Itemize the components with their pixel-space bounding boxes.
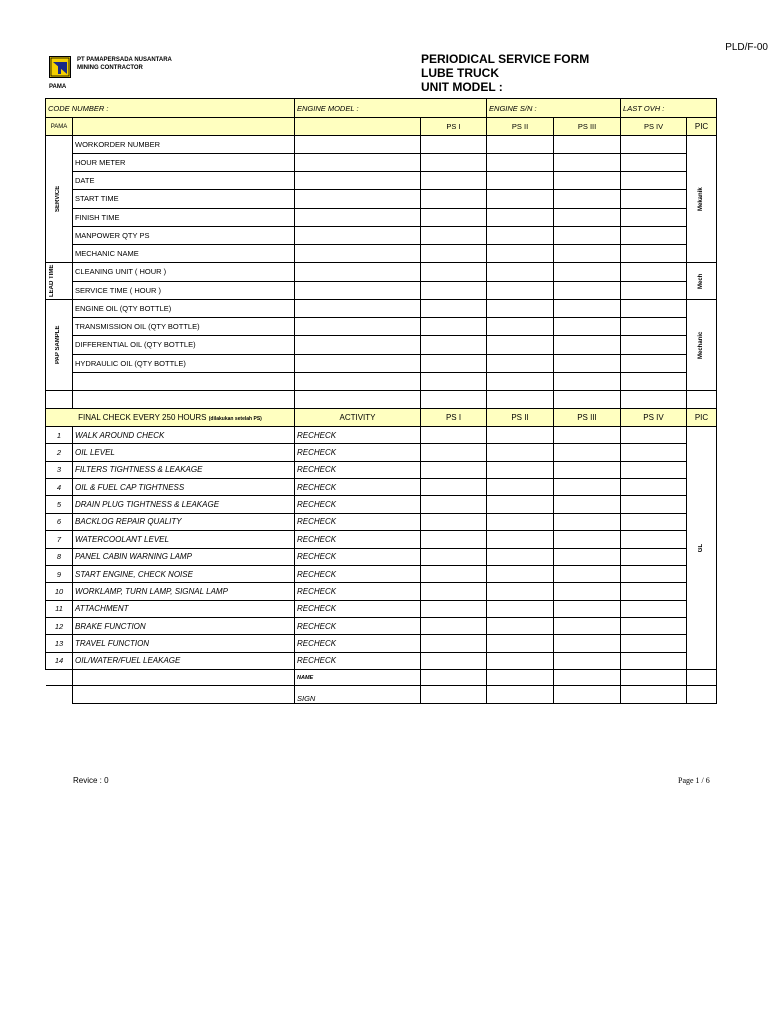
- cell[interactable]: [295, 354, 421, 372]
- check-cell[interactable]: [621, 444, 687, 461]
- table-row: [46, 354, 717, 372]
- cell[interactable]: [487, 300, 554, 318]
- item-number: 8: [46, 548, 73, 565]
- cell[interactable]: [554, 300, 621, 318]
- cell[interactable]: [421, 172, 487, 190]
- cell[interactable]: [295, 281, 421, 300]
- cell: [46, 670, 73, 686]
- cell[interactable]: [487, 172, 554, 190]
- table-row: [46, 318, 717, 336]
- name-pic[interactable]: [687, 670, 717, 686]
- item-activity: RECHECK: [295, 583, 421, 600]
- check-cell[interactable]: [421, 427, 487, 444]
- cell[interactable]: [554, 318, 621, 336]
- service-table: [45, 98, 717, 409]
- page-number: Page 1 / 6: [678, 776, 710, 785]
- company-subtitle: MINING CONTRACTOR: [77, 65, 143, 71]
- row-label: DIFFERENTIAL OIL (QTY BOTTLE): [73, 336, 295, 354]
- cell[interactable]: [295, 208, 421, 226]
- check-cell[interactable]: [554, 531, 621, 548]
- check-cell[interactable]: [554, 461, 621, 478]
- item-number: 3: [46, 461, 73, 478]
- check-cell[interactable]: [621, 479, 687, 496]
- sign-ps1[interactable]: [421, 686, 487, 704]
- cell[interactable]: [554, 244, 621, 262]
- form-title: PERIODICAL SERVICE FORM: [421, 52, 590, 66]
- check-cell[interactable]: [487, 548, 554, 565]
- item-number: 10: [46, 583, 73, 600]
- row-label: DATE: [73, 172, 295, 190]
- cell[interactable]: [554, 263, 621, 282]
- document-code: PLD/F-00: [725, 42, 768, 53]
- checklist-row: [46, 548, 717, 565]
- item-label: TRAVEL FUNCTION: [73, 635, 295, 652]
- name-ps4[interactable]: [621, 670, 687, 686]
- table-row: [46, 244, 717, 262]
- item-label: OIL LEVEL: [73, 444, 295, 461]
- cell[interactable]: [487, 281, 554, 300]
- check-cell[interactable]: [621, 617, 687, 634]
- check-cell[interactable]: [421, 600, 487, 617]
- check-cell[interactable]: [621, 427, 687, 444]
- table-row: [46, 263, 717, 282]
- checklist-row: [46, 496, 717, 513]
- cell[interactable]: [621, 372, 687, 390]
- cell[interactable]: [295, 318, 421, 336]
- check-cell[interactable]: [487, 461, 554, 478]
- cell[interactable]: [295, 263, 421, 282]
- item-label: ATTACHMENT: [73, 600, 295, 617]
- item-number: 12: [46, 617, 73, 634]
- checklist-row: [46, 635, 717, 652]
- item-number: 7: [46, 531, 73, 548]
- name-ps1[interactable]: [421, 670, 487, 686]
- check-cell[interactable]: [487, 565, 554, 582]
- item-activity: RECHECK: [295, 548, 421, 565]
- check-cell[interactable]: [487, 583, 554, 600]
- check-cell[interactable]: [421, 479, 487, 496]
- cell[interactable]: [421, 336, 487, 354]
- cell[interactable]: [295, 391, 421, 409]
- checklist-row: [46, 444, 717, 461]
- row-label: HOUR METER: [73, 154, 295, 172]
- checklist-row: [46, 479, 717, 496]
- cell[interactable]: [421, 244, 487, 262]
- check-cell[interactable]: [621, 565, 687, 582]
- checklist-row: [46, 427, 717, 444]
- cell[interactable]: [487, 244, 554, 262]
- row-label: HYDRAULIC OIL (QTY BOTTLE): [73, 354, 295, 372]
- col-pic: PIC: [687, 118, 717, 136]
- cell[interactable]: [554, 208, 621, 226]
- col-ps3: PS III: [554, 118, 621, 136]
- sign-ps2[interactable]: [487, 686, 554, 704]
- table-row: [46, 391, 717, 409]
- cell: [46, 391, 73, 409]
- group-lead-time: LEAD TIME: [46, 263, 73, 300]
- col-ps2: PS II: [487, 409, 554, 427]
- check-cell[interactable]: [421, 652, 487, 670]
- item-label: BACKLOG REPAIR QUALITY: [73, 513, 295, 530]
- item-activity: RECHECK: [295, 461, 421, 478]
- cell[interactable]: [621, 318, 687, 336]
- header-blank: [73, 118, 295, 136]
- item-label: START ENGINE, CHECK NOISE: [73, 565, 295, 582]
- cell[interactable]: [621, 226, 687, 244]
- cell[interactable]: [621, 136, 687, 154]
- check-cell[interactable]: [421, 548, 487, 565]
- check-cell[interactable]: [421, 513, 487, 530]
- cell: [73, 391, 295, 409]
- check-cell[interactable]: [621, 635, 687, 652]
- cell[interactable]: [554, 154, 621, 172]
- check-cell[interactable]: [554, 617, 621, 634]
- cell[interactable]: [421, 354, 487, 372]
- cell[interactable]: [421, 136, 487, 154]
- sign-ps4[interactable]: [621, 686, 687, 704]
- check-cell[interactable]: [554, 565, 621, 582]
- final-check-table: [45, 408, 717, 704]
- sign-row: [46, 686, 717, 704]
- table-row: [46, 172, 717, 190]
- cell[interactable]: [421, 318, 487, 336]
- checklist-row: [46, 583, 717, 600]
- cell[interactable]: [295, 372, 421, 390]
- name-ps3[interactable]: [554, 670, 621, 686]
- info-row: [46, 99, 717, 118]
- engine-sn-field[interactable]: ENGINE S/N :: [487, 99, 621, 118]
- item-label: OIL & FUEL CAP TIGHTNESS: [73, 479, 295, 496]
- cell[interactable]: [621, 336, 687, 354]
- name-label: NAME: [295, 670, 421, 686]
- row-label: SERVICE TIME ( HOUR ): [73, 281, 295, 300]
- revision-label: Revice : 0: [73, 776, 109, 785]
- check-cell[interactable]: [554, 479, 621, 496]
- item-number: 6: [46, 513, 73, 530]
- cell[interactable]: [421, 391, 487, 409]
- row-label: CLEANING UNIT ( HOUR ): [73, 263, 295, 282]
- item-activity: RECHECK: [295, 513, 421, 530]
- item-activity: RECHECK: [295, 531, 421, 548]
- cell[interactable]: [487, 208, 554, 226]
- check-cell[interactable]: [621, 496, 687, 513]
- item-number: 2: [46, 444, 73, 461]
- company-name: PT PAMAPERSADA NUSANTARA: [77, 57, 172, 63]
- col-ps1: PS I: [421, 409, 487, 427]
- check-cell[interactable]: [421, 496, 487, 513]
- cell[interactable]: [621, 244, 687, 262]
- table-row: [46, 300, 717, 318]
- final-check-header: [46, 409, 717, 427]
- cell[interactable]: [487, 190, 554, 208]
- row-label: TRANSMISSION OIL (QTY BOTTLE): [73, 318, 295, 336]
- check-cell[interactable]: [621, 548, 687, 565]
- cell[interactable]: [487, 391, 554, 409]
- check-cell[interactable]: [487, 496, 554, 513]
- check-cell[interactable]: [487, 531, 554, 548]
- checklist-row: [46, 461, 717, 478]
- col-ps4: PS IV: [621, 409, 687, 427]
- checklist-row: [46, 513, 717, 530]
- cell[interactable]: [554, 136, 621, 154]
- check-cell[interactable]: [621, 600, 687, 617]
- cell[interactable]: [487, 354, 554, 372]
- sign-ps3[interactable]: [554, 686, 621, 704]
- col-ps1: PS I: [421, 118, 487, 136]
- cell[interactable]: [487, 136, 554, 154]
- table-row: [46, 208, 717, 226]
- check-cell[interactable]: [487, 479, 554, 496]
- check-cell[interactable]: [487, 617, 554, 634]
- item-number: 11: [46, 600, 73, 617]
- sign-label: SIGN: [295, 686, 421, 704]
- check-cell[interactable]: [421, 531, 487, 548]
- check-cell[interactable]: [554, 635, 621, 652]
- cell[interactable]: [554, 226, 621, 244]
- cell[interactable]: [554, 354, 621, 372]
- engine-model-field[interactable]: ENGINE MODEL :: [295, 99, 487, 118]
- item-activity: RECHECK: [295, 652, 421, 670]
- cell[interactable]: [487, 336, 554, 354]
- item-label: DRAIN PLUG TIGHTNESS & LEAKAGE: [73, 496, 295, 513]
- cell[interactable]: [554, 391, 621, 409]
- checklist-row: [46, 600, 717, 617]
- cell[interactable]: [421, 154, 487, 172]
- name-ps2[interactable]: [487, 670, 554, 686]
- pic-lead: Mech: [687, 263, 717, 300]
- row-label: FINISH TIME: [73, 208, 295, 226]
- checklist-row: [46, 565, 717, 582]
- header-blank: [295, 118, 421, 136]
- item-activity: RECHECK: [295, 565, 421, 582]
- table-row: [46, 281, 717, 300]
- cell[interactable]: [295, 226, 421, 244]
- cell[interactable]: [621, 154, 687, 172]
- item-number: 4: [46, 479, 73, 496]
- cell[interactable]: [554, 281, 621, 300]
- item-number: 9: [46, 565, 73, 582]
- row-label: MANPOWER QTY PS: [73, 226, 295, 244]
- table-row: [46, 154, 717, 172]
- col-ps2: PS II: [487, 118, 554, 136]
- cell[interactable]: [487, 154, 554, 172]
- item-label: BRAKE FUNCTION: [73, 617, 295, 634]
- item-label: FILTERS TIGHTNESS & LEAKAGE: [73, 461, 295, 478]
- check-cell[interactable]: [421, 461, 487, 478]
- check-cell[interactable]: [621, 652, 687, 670]
- cell: [46, 686, 73, 704]
- checklist-row: [46, 531, 717, 548]
- pic-service: Mekanik: [687, 136, 717, 263]
- group-service: SERVICE: [46, 136, 73, 263]
- row-label: MECHANIC NAME: [73, 244, 295, 262]
- item-label: PANEL CABIN WARNING LAMP: [73, 548, 295, 565]
- check-cell[interactable]: [421, 565, 487, 582]
- cell[interactable]: [621, 172, 687, 190]
- cell[interactable]: [621, 354, 687, 372]
- row-label: ENGINE OIL (QTY BOTTLE): [73, 300, 295, 318]
- code-number-field[interactable]: CODE NUMBER :: [46, 99, 295, 118]
- cell[interactable]: [621, 391, 687, 409]
- item-activity: RECHECK: [295, 444, 421, 461]
- row-label: START TIME: [73, 190, 295, 208]
- col-pic: PIC: [687, 409, 717, 427]
- check-cell[interactable]: [487, 444, 554, 461]
- row-label: [73, 372, 295, 390]
- col-ps4: PS IV: [621, 118, 687, 136]
- check-cell[interactable]: [554, 548, 621, 565]
- pic-gl: GL: [687, 427, 717, 670]
- item-number: 5: [46, 496, 73, 513]
- check-cell[interactable]: [554, 583, 621, 600]
- last-ovh-field[interactable]: LAST OVH :: [621, 99, 717, 118]
- check-cell[interactable]: [421, 635, 487, 652]
- table-row: [46, 336, 717, 354]
- item-number: 13: [46, 635, 73, 652]
- cell[interactable]: [421, 300, 487, 318]
- cell[interactable]: [487, 372, 554, 390]
- check-cell[interactable]: [487, 652, 554, 670]
- company-logo: [49, 56, 71, 78]
- cell[interactable]: [295, 154, 421, 172]
- cell[interactable]: [295, 300, 421, 318]
- cell[interactable]: [554, 172, 621, 190]
- col-activity: ACTIVITY: [295, 409, 421, 427]
- check-cell[interactable]: [554, 496, 621, 513]
- item-label: WALK AROUND CHECK: [73, 427, 295, 444]
- check-cell[interactable]: [421, 617, 487, 634]
- cell[interactable]: [295, 336, 421, 354]
- check-cell[interactable]: [421, 583, 487, 600]
- row-label: WORKORDER NUMBER: [73, 136, 295, 154]
- checklist-row: [46, 617, 717, 634]
- final-check-note: (dilakukan setelah PS): [208, 416, 262, 422]
- checklist-row: [46, 652, 717, 670]
- sign-pic[interactable]: [687, 686, 717, 704]
- check-cell[interactable]: [621, 461, 687, 478]
- cell[interactable]: [487, 263, 554, 282]
- cell[interactable]: [621, 190, 687, 208]
- item-label: OIL/WATER/FUEL LEAKAGE: [73, 652, 295, 670]
- table-row: [46, 372, 717, 390]
- cell[interactable]: [421, 190, 487, 208]
- cell[interactable]: [421, 263, 487, 282]
- cell[interactable]: [554, 372, 621, 390]
- pic-pap: Mechanic: [687, 300, 717, 391]
- cell[interactable]: [295, 136, 421, 154]
- unit-model-label: UNIT MODEL :: [421, 80, 503, 94]
- check-cell[interactable]: [621, 513, 687, 530]
- cell[interactable]: [621, 300, 687, 318]
- item-activity: RECHECK: [295, 427, 421, 444]
- table-row: [46, 226, 717, 244]
- final-check-title: FINAL CHECK EVERY 250 HOURS (dilakukan setelah PS): [46, 409, 295, 427]
- cell[interactable]: [295, 244, 421, 262]
- cell[interactable]: [554, 190, 621, 208]
- check-cell[interactable]: [487, 635, 554, 652]
- item-activity: RECHECK: [295, 617, 421, 634]
- check-cell[interactable]: [621, 531, 687, 548]
- item-number: 14: [46, 652, 73, 670]
- item-activity: RECHECK: [295, 600, 421, 617]
- cell[interactable]: [295, 190, 421, 208]
- group-pap-sample: PAP SAMPLE: [46, 300, 73, 391]
- logo-label: PAMA: [49, 84, 67, 90]
- item-activity: RECHECK: [295, 635, 421, 652]
- check-cell[interactable]: [554, 652, 621, 670]
- name-row: [46, 670, 717, 686]
- item-activity: RECHECK: [295, 479, 421, 496]
- cell: [687, 391, 717, 409]
- check-cell[interactable]: [421, 444, 487, 461]
- check-cell[interactable]: [554, 600, 621, 617]
- item-activity: RECHECK: [295, 496, 421, 513]
- cell[interactable]: [421, 372, 487, 390]
- corner-label: PAMA: [46, 118, 73, 136]
- check-cell[interactable]: [487, 600, 554, 617]
- service-header-row: [46, 118, 717, 136]
- cell[interactable]: [554, 336, 621, 354]
- cell[interactable]: [421, 226, 487, 244]
- check-cell[interactable]: [554, 427, 621, 444]
- item-number: 1: [46, 427, 73, 444]
- item-label: WORKLAMP, TURN LAMP, SIGNAL LAMP: [73, 583, 295, 600]
- cell[interactable]: [421, 281, 487, 300]
- cell[interactable]: [621, 208, 687, 226]
- cell[interactable]: [421, 208, 487, 226]
- item-label: WATERCOOLANT LEVEL: [73, 531, 295, 548]
- check-cell[interactable]: [621, 583, 687, 600]
- form-subtitle: LUBE TRUCK: [421, 66, 499, 80]
- check-cell[interactable]: [487, 427, 554, 444]
- col-ps3: PS III: [554, 409, 621, 427]
- check-cell[interactable]: [487, 513, 554, 530]
- cell[interactable]: [621, 281, 687, 300]
- table-row: [46, 136, 717, 154]
- cell: [73, 670, 295, 686]
- cell: [73, 686, 295, 704]
- check-cell[interactable]: [554, 444, 621, 461]
- cell[interactable]: [487, 226, 554, 244]
- check-cell[interactable]: [554, 513, 621, 530]
- cell[interactable]: [487, 318, 554, 336]
- cell[interactable]: [621, 263, 687, 282]
- cell[interactable]: [295, 172, 421, 190]
- table-row: [46, 190, 717, 208]
